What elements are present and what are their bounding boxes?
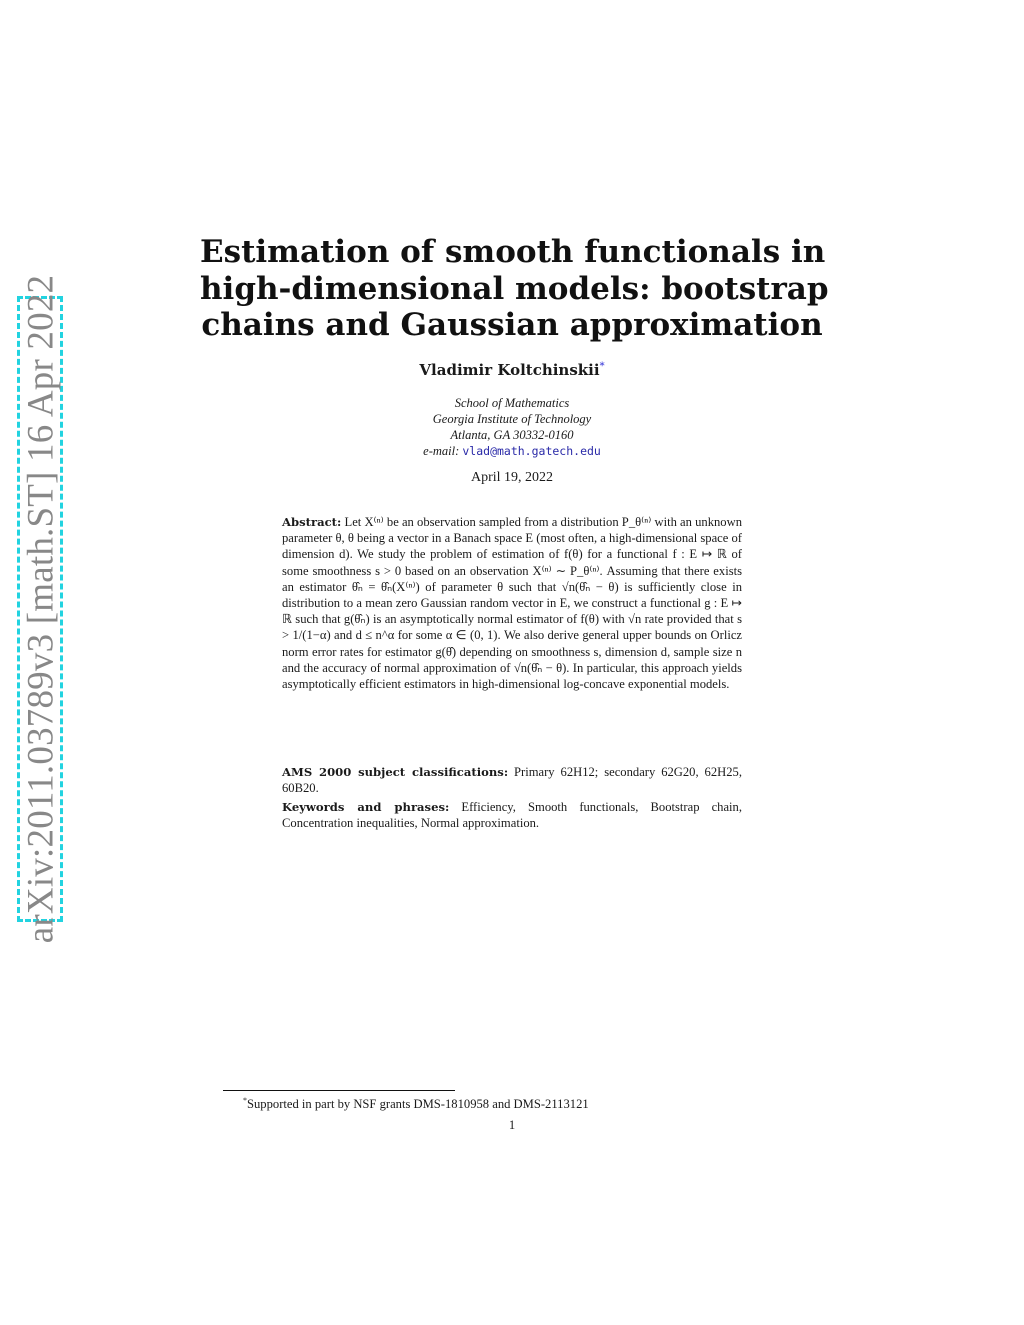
abstract-text: Let X⁽ⁿ⁾ be an observation sampled from a distribution P_θ⁽ⁿ⁾ with an unknown parameter θ, θ being a vector in a Banach space E (most often, a high-dimensional space of dimension d). We study the problem of estimation of f(θ) for a functional f : E ↦ ℝ of some smoothness s > 0 based on an observation X⁽ⁿ⁾ ∼ P_θ⁽ⁿ⁾. Assuming that there exists an estimator θ̂ₙ = θ̂ₙ(X⁽ⁿ⁾) of parameter θ such that √n(θ̂ₙ − θ) is sufficiently close in distribution to a mean zero Gaussian random vector in E, we construct a functional g : E ↦ ℝ such that g(θ̂ₙ) is an asymptotically normal estimator of f(θ) with √n rate provided that s > 1/(1−α) and d ≤ n^α for some α ∈ (0, 1). We also derive general upper bounds on Orlicz norm error rates for estimator g(θ̂) depending on smoothness s, dimension d, sample size n and the accuracy of normal approximation of √n(θ̂ₙ − θ). In particular, this approach yields asymptotically efficient estimators in high-dimensional log-concave exponential models. bbox=[282, 515, 742, 692]
affiliation-city: Atlanta, GA 30332-0160 bbox=[450, 428, 574, 442]
arxiv-identifier[interactable]: arXiv:2011.03789v3 [math.ST] 16 Apr 2022 bbox=[20, 274, 62, 944]
email-label: e-mail: bbox=[423, 444, 460, 458]
author-footnote-mark[interactable]: * bbox=[599, 361, 605, 372]
affiliation-email-line bbox=[300, 443, 724, 459]
affiliation bbox=[300, 395, 724, 459]
affiliation-school: School of Mathematics bbox=[454, 396, 570, 410]
author bbox=[260, 361, 764, 379]
ams-label: AMS 2000 subject classifications: bbox=[282, 765, 509, 779]
email-link[interactable]: vlad@math.gatech.edu bbox=[462, 444, 601, 458]
keywords-label: Keywords and phrases: bbox=[282, 800, 450, 814]
ams-classifications bbox=[282, 764, 742, 796]
author-name: Vladimir Koltchinskii bbox=[419, 361, 600, 379]
footnote-text: Supported in part by NSF grants DMS-1810958 and DMS-2113121 bbox=[247, 1097, 589, 1112]
footnote-rule bbox=[223, 1090, 455, 1091]
abstract-label: Abstract: bbox=[282, 515, 342, 529]
keywords bbox=[282, 799, 742, 831]
title-line: Estimation of smooth functionals in bbox=[200, 234, 826, 270]
ams-text: Primary 62H12; secondary 62G20, 62H25, 60B20. bbox=[282, 765, 742, 796]
affiliation-institute: Georgia Institute of Technology bbox=[432, 412, 592, 426]
keywords-text: Efficiency, Smooth functionals, Bootstrap chain, Concentration inequalities, Normal approximation. bbox=[282, 800, 743, 831]
paper-title bbox=[200, 234, 829, 344]
footnote-mark: * bbox=[243, 1096, 247, 1105]
title-line: high-dimensional models: bootstrap bbox=[200, 270, 829, 307]
title-line: chains and Gaussian approximation bbox=[201, 307, 823, 343]
abstract bbox=[282, 514, 742, 692]
paper-date: April 19, 2022 bbox=[470, 470, 554, 485]
footnote bbox=[243, 1096, 803, 1112]
page-number: 1 bbox=[508, 1118, 516, 1132]
